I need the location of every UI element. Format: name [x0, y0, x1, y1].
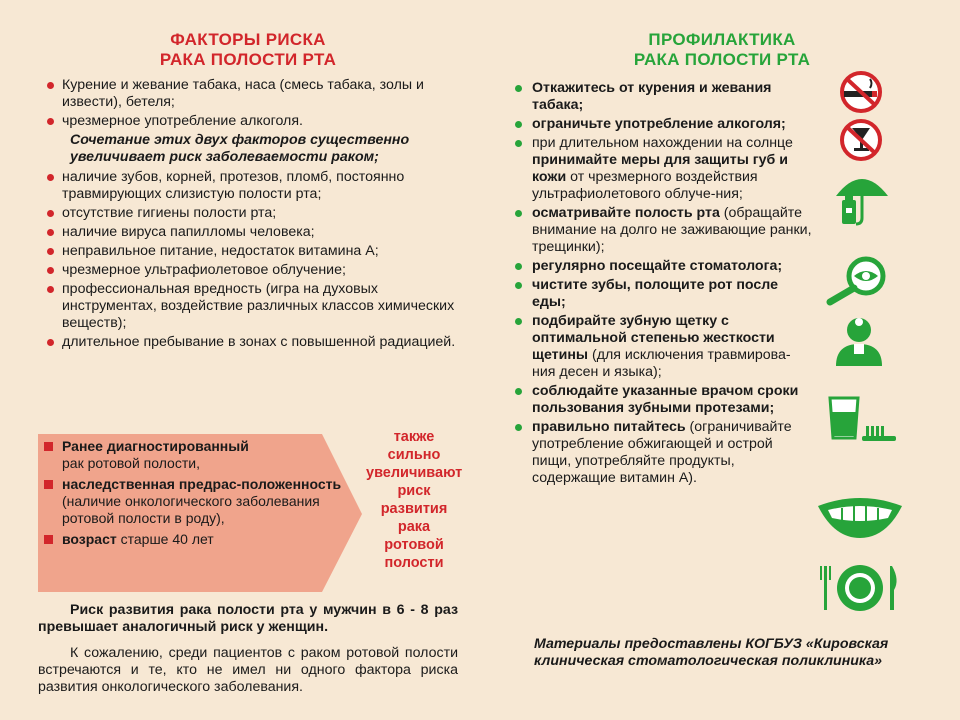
no-alcohol-icon	[832, 118, 890, 162]
no-risk-factor-note: К сожалению, среди пациентов с раком ротовой полости встречаются и те, кто не имел ни одного фактора риска развития онкологического заболевания.	[38, 645, 458, 695]
list-item: регулярно посещайте стоматолога;	[512, 258, 812, 275]
risk-factors-column	[38, 30, 463, 695]
additional-risks-callout	[38, 428, 463, 598]
list-item: Ранее диагностированный рак ротовой полости,	[42, 438, 342, 472]
prevention-title: ПРОФИЛАКТИКА РАКА ПОЛОСТИ РТА	[633, 30, 811, 69]
dentist-icon	[828, 312, 890, 368]
risk-factors-title: ФАКТОРЫ РИСКА РАКА ПОЛОСТИ РТА	[159, 30, 337, 69]
umbrella-sunscreen-icon	[830, 170, 894, 232]
credit-note: Материалы предоставлены КОГБУЗ «Кировская клиническая стоматологическая поликлиника»	[534, 636, 889, 669]
gender-risk-note: Риск развития рака полости рта у мужчин в 6 - 8 раз превышает аналогичный риск у женщин.	[38, 602, 458, 635]
risk-factors-list	[38, 77, 458, 130]
magnifier-eye-icon	[824, 256, 894, 306]
list-item: длительное пребывание в зонах с повышенной радиацией.	[38, 334, 458, 351]
list-item: соблюдайте указанные врачом сроки пользования зубными протезами;	[512, 383, 812, 417]
teeth-smile-icon	[816, 494, 904, 538]
list-item: осматривайте полость рта (обращайте внимание на долго не заживающие ранки, трещинки);	[512, 205, 812, 256]
list-item: ограничьте употребление алкоголя;	[512, 116, 812, 133]
list-item: Курение и жевание табака, наса (смесь табака, золы и извести), бетеля;	[38, 77, 458, 111]
prevention-icons	[820, 70, 910, 630]
prevention-list	[512, 80, 812, 487]
risk-notes	[38, 602, 458, 705]
list-item: возраст старше 40 лет	[42, 531, 342, 548]
list-item: при длительном нахождении на солнце принимайте меры для защиты губ и кожи от чрезмерного воздействия ультрафиолетового облуче-ния;	[512, 135, 812, 203]
risk-factors-list-2	[38, 169, 458, 351]
list-item: профессиональная вредность (игра на духовых инструментах, воздействие различных классов химических веществ);	[38, 281, 458, 332]
glass-toothbrush-icon	[826, 394, 898, 452]
list-item: отсутствие гигиены полости рта;	[38, 205, 458, 222]
list-item: наличие вируса папилломы человека;	[38, 224, 458, 241]
list-item: Откажитесь от курения и жевания табака;	[512, 80, 812, 114]
combination-note: Сочетание этих двух факторов существенно увеличивает риск заболеваемости раком;	[70, 132, 410, 165]
also-increase-risk-text: также сильно увеличивают риск развития рака ротовой полости	[366, 429, 463, 571]
list-item: подбирайте зубную щетку с оптимальной степенью жесткости щетины (для исключения травмирова-ния десен и языка);	[512, 313, 812, 381]
plate-cutlery-icon	[818, 560, 902, 616]
list-item: наследственная предрас-положенность (наличие онкологического заболевания ротовой полости в роду),	[42, 476, 342, 527]
list-item: наличие зубов, корней, протезов, пломб, постоянно травмирующих слизистую полости рта;	[38, 169, 458, 203]
no-smoking-icon	[832, 70, 890, 114]
list-item: правильно питайтесь (ограничивайте употребление обжигающей и острой пищи, употребляйте продукты, содержащие витамин А).	[512, 419, 812, 487]
list-item: чрезмерное употребление алкоголя.	[38, 113, 458, 130]
list-item: чистите зубы, полощите рот после еды;	[512, 277, 812, 311]
list-item: чрезмерное ультрафиолетовое облучение;	[38, 262, 458, 279]
additional-risks-list	[42, 438, 342, 552]
list-item: неправильное питание, недостаток витамина А;	[38, 243, 458, 260]
